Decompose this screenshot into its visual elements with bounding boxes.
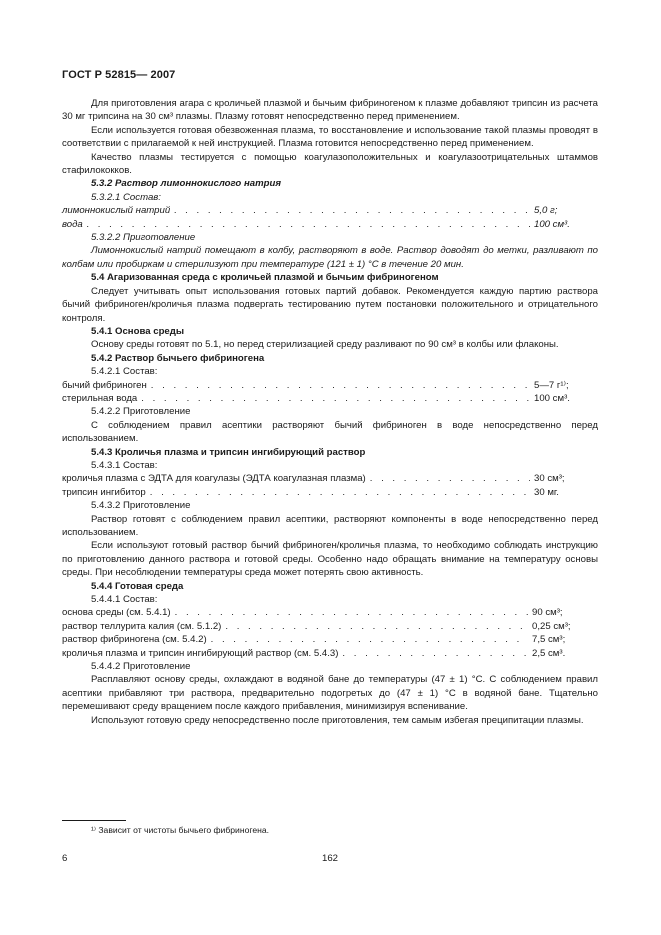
paragraph: Используют готовую среду непосредственно после приготовления, тем самым избегая преципитации плазмы.: [91, 714, 584, 726]
document-body: [62, 97, 598, 727]
ingredient-amount: 30 мг.: [534, 486, 559, 498]
section-heading: 5.4.4 Готовая среда: [91, 580, 184, 592]
paragraph: Раствор готовят с соблюдением правил асептики, растворяют компоненты в воде непосредственно перед использованием.: [62, 513, 598, 538]
leader-dots: [225, 620, 528, 633]
paragraph: Расплавляют основу среды, охлаждают в водяной бане до температуры (47 ± 1) °С. С соблюдением правил асептики прибавляют три раствора, предварительно подогретых до (47 ± 1) °С в водяной бане. Тщательно перемешивают среду вращением после каждого прибавления, минимизируя вспенивание.: [62, 674, 598, 713]
paragraph: С соблюдением правил асептики растворяют бычий фибриноген в воде непосредственно перед использованием.: [62, 419, 598, 445]
composition-row: [62, 472, 598, 485]
ingredient-name: стерильная вода: [62, 392, 138, 404]
section-heading: 5.4.3 Кроличья плазма и трипсин ингибирующий раствор: [91, 446, 366, 458]
ingredient-name: раствор теллурита калия (см. 5.1.2): [62, 620, 222, 632]
leader-dots: [370, 472, 530, 485]
paragraph: Если используется готовая обезвоженная плазма, то восстановление и использование такой плазмы проводят в соответствии с прилагаемой к ней инструкцией. Плазма готовится непосредственно перед применением.: [62, 124, 598, 150]
ingredient-amount: 2,5 см³.: [532, 647, 566, 659]
ingredient-name: бычий фибриноген: [62, 379, 147, 391]
composition-row: [62, 392, 598, 405]
ingredient-amount: 7,5 см³;: [532, 634, 566, 646]
paragraph: Следует учитывать опыт использования готовых партий добавок. Рекомендуется каждую партию раствора бычий фибриноген/кроличья плазма подвергать тестированию путем постановки положительного и отрицательного контроля.: [62, 285, 598, 324]
section-heading: 5.3.2 Раствор лимоннокислого натрия: [91, 178, 281, 190]
ingredient-name: кроличья плазма и трипсин ингибирующий раствор (см. 5.4.3): [62, 647, 339, 659]
composition-row: [62, 379, 598, 392]
page-number-left: 6: [62, 853, 68, 864]
ingredient-amount: 0,25 см³;: [532, 620, 571, 632]
document-header: ГОСТ Р 52815— 2007: [62, 69, 176, 81]
subsection-heading: 5.4.4.2 Приготовление: [91, 661, 191, 673]
ingredient-amount: 100 см³.: [534, 392, 570, 404]
ingredient-amount: 30 см³;: [534, 473, 565, 485]
leader-dots: [150, 486, 530, 499]
leader-dots: [211, 633, 528, 646]
leader-dots: [141, 392, 530, 405]
footnote-separator: [62, 820, 126, 821]
leader-dots: [151, 379, 530, 392]
paragraph: Лимоннокислый натрий помещают в колбу, растворяют в воде. Раствор доводят до метки, разливают по колбам или пробиркам и стерилизуют при температуре (121 ± 1) °С в течение 20 мин.: [62, 245, 598, 270]
composition-row: [62, 606, 598, 619]
ingredient-amount: 90 см³;: [532, 607, 563, 619]
ingredient-name: раствор фибриногена (см. 5.4.2): [62, 634, 207, 646]
ingredient-amount: 100 см³.: [534, 218, 570, 230]
subsection-heading: 5.4.3.2 Приготовление: [91, 500, 191, 512]
ingredient-amount: 5,0 г;: [534, 205, 558, 217]
paragraph: Основу среды готовят по 5.1, но перед стерилизацией среду разливают по 90 см³ в колбы или флаконы.: [91, 339, 559, 351]
subsection-heading: 5.3.2.1 Состав:: [91, 191, 161, 203]
subsection-heading: 5.4.2.2 Приготовление: [91, 406, 191, 418]
subsection-heading: 5.4.4.1 Состав:: [91, 594, 158, 606]
composition-row: [62, 633, 598, 646]
composition-row: [62, 204, 598, 217]
paragraph: Качество плазмы тестируется с помощью коагулазоположительных и коагулазоотрицательных штаммов стафилококков.: [62, 151, 598, 177]
ingredient-amount: 5—7 г¹⁾;: [534, 379, 569, 391]
ingredient-name: вода: [62, 218, 83, 230]
section-heading: 5.4.2 Раствор бычьего фибриногена: [91, 352, 265, 364]
leader-dots: [174, 204, 530, 217]
subsection-heading: 5.4.3.1 Состав:: [91, 459, 158, 471]
composition-row: [62, 218, 598, 231]
composition-row: [62, 486, 598, 499]
ingredient-name: трипсин ингибитор: [62, 486, 146, 498]
composition-row: [62, 647, 598, 660]
section-heading: 5.4.1 Основа среды: [91, 325, 185, 337]
section-heading: 5.4 Агаризованная среда с кроличьей плазмой и бычьим фибриногеном: [91, 272, 439, 284]
ingredient-name: основа среды (см. 5.4.1): [62, 607, 171, 619]
leader-dots: [342, 647, 528, 660]
leader-dots: [175, 606, 528, 619]
leader-dots: [87, 218, 530, 231]
subsection-heading: 5.3.2.2 Приготовление: [91, 232, 196, 244]
ingredient-name: кроличья плазма с ЭДТА для коагулазы (ЭДТА коагулазная плазма): [62, 473, 366, 485]
ingredient-name: лимоннокислый натрий: [62, 205, 171, 217]
subsection-heading: 5.4.2.1 Состав:: [91, 366, 158, 378]
page-number-center: 162: [322, 853, 339, 864]
footnote: ¹⁾ Зависит от чистоты бычьего фибриногена.: [91, 825, 270, 835]
paragraph: Если используют готовый раствор бычий фибриноген/кроличья плазма, то необходимо соблюдать инструкцию по приготовлению данного раствора и готовой среды. Особенно надо обращать внимание на температуру основы среды. При несоблюдении температуры среда может потерять свою активность.: [62, 540, 598, 579]
composition-row: [62, 620, 598, 633]
paragraph: Для приготовления агара с кроличьей плазмой и бычьим фибриногеном к плазме добавляют трипсин из расчета 30 мг трипсина на 30 см³ плазмы. Плазму готовят непосредственно перед применением.: [62, 98, 598, 123]
